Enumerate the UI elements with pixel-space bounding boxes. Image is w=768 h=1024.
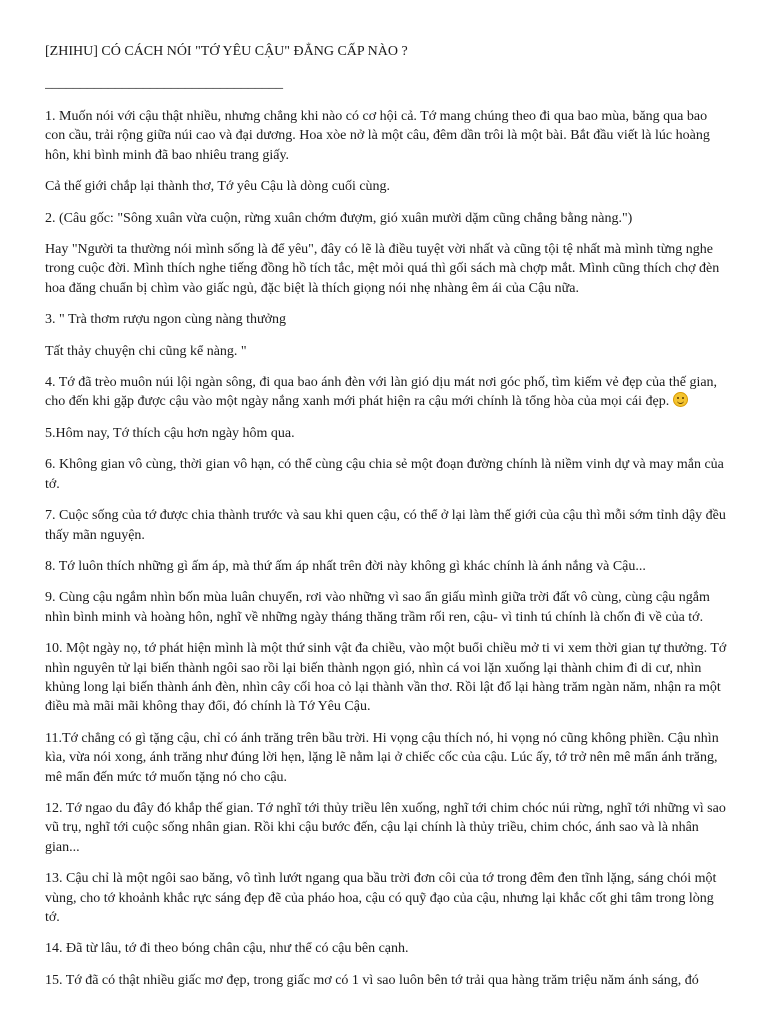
- paragraph-3: 3. " Trà thơm rượu ngon cùng nàng thưởng: [45, 312, 287, 328]
- paragraph-14: 14. Đã từ lâu, tớ đi theo bóng chân cậu, như thể có cậu bên cạnh.: [45, 941, 409, 957]
- paragraph-8: 8. Tớ luôn thích những gì ấm áp, mà thứ ấm áp nhất trên đời này không gì khác chính là ánh nắng và Cậu...: [45, 558, 646, 574]
- paragraph-5: 5.Hôm nay, Tớ thích cậu hơn ngày hôm qua.: [45, 425, 295, 441]
- paragraph-2: 2. (Câu gốc: "Sông xuân vừa cuộn, rừng xuân chớm đượm, gió xuân mười dặm cũng chẳng bằng nàng."): [45, 210, 633, 226]
- paragraph-4-text: 4. Tớ đã trèo muôn núi lội ngàn sông, đi qua bao ánh đèn với làn gió dịu mát nơi góc phố, tìm kiếm vẻ đẹp của thế gian, cho đến khi gặp được cậu vào một ngày nắng xanh mới phát hiện ra cậu mới chính là tổng hòa của mọi cái đẹp.: [45, 375, 718, 410]
- paragraph-1: 1. Muốn nói với cậu thật nhiều, nhưng chẳng khi nào có cơ hội cả. Tớ mang chúng theo đi qua bao mùa, băng qua bao con cầu, trải rộng giữa núi cao và đại dương. Hoa xòe nở là một câu, đêm dần trôi là một bài. Bắt đầu viết là lúc hoàng hôn, khi bình minh đã bao nhiêu trang giấy.: [45, 109, 710, 163]
- paragraph-4: [45, 373, 727, 412]
- document-title: [ZHIHU] CÓ CÁCH NÓI "TỚ YÊU CẬU" ĐẲNG CẤP NÀO ?: [45, 44, 408, 59]
- paragraph-10: 10. Một ngày nọ, tớ phát hiện mình là một thứ sinh vật đa chiều, vào một buổi chiều mở ti vi xem thời gian tự thưởng. Tớ nhìn nguyên tử lại biến thành ngôi sao rồi lại biến thành ngọn gió, nhìn cá voi lặn xuống lại thành chim đi di cư, nhìn khủng long lại biến thành ánh đèn, nhìn cây cối hoa cỏ lại thành vần thơ. Rồi lật đổ lại hàng trăm ngàn năm, nhận ra một điều mà mãi mãi không thay đổi, đó chính là Tớ Yêu Cậu.: [45, 641, 727, 715]
- paragraph-11: 11.Tớ chẳng có gì tặng cậu, chỉ có ánh trăng trên bầu trời. Hi vọng cậu thích nó, hi vọng nó cũng không phiền. Cậu nhìn kìa, vừa nói xong, ánh trăng như đúng lời hẹn, lặng lẽ nằm lại ở chiếc cốc của cậu. Lúc ấy, tớ trở nên mê mẩn ánh trăng, mê mẩn đến mức tớ muốn tặng nó cho cậu.: [45, 730, 719, 785]
- title-underline: __________________________________: [45, 76, 283, 91]
- paragraph-1-closing: Cả thế giới chắp lại thành thơ, Tớ yêu Cậu là dòng cuối cùng.: [45, 179, 391, 195]
- paragraph-2-continued: Hay "Người ta thường nói mình sống là để yêu", đây có lẽ là điều tuyệt vời nhất và cũng tội tệ nhất mà mình từng nghe trong cuộc đời. Mình thích nghe tiếng đồng hồ tích tắc, mệt mỏi quá thì gối sách mà chợp mắt. Mình cũng thích chợ đèn hoa đăng chuẩn bị chìm vào giấc ngủ, đặc biệt là thích giọng nói nhẹ nhàng êm ái của Cậu nữa.: [45, 242, 720, 296]
- paragraph-3-continued: Tất thảy chuyện chi cũng kể nàng. ": [45, 343, 247, 359]
- paragraph-12: 12. Tớ ngao du đây đó khắp thế gian. Tớ nghĩ tới thủy triều lên xuống, nghĩ tới chim chóc núi rừng, nghĩ tới những vì sao vũ trụ, nghĩ tới cuộc sống nhân gian. Rồi khi cậu bước đến, cậu lại chính là thủy triều, chim chóc, ánh sao và là nhân gian...: [45, 800, 726, 855]
- smiling-face-icon: [673, 392, 688, 407]
- paragraph-15: 15. Tớ đã có thật nhiều giấc mơ đẹp, trong giấc mơ có 1 vì sao luôn bên tớ trải qua hàng trăm triệu năm ánh sáng, đó: [45, 972, 699, 988]
- paragraph-13: 13. Cậu chỉ là một ngôi sao băng, vô tình lướt ngang qua bầu trời đơn côi của tớ trong đêm đen tĩnh lặng, sáng chói một vùng, cho tớ khoảnh khắc rực sáng đẹp đẽ của pháo hoa, cậu có quỹ đạo của cậu, nhưng lại khắc cốt ghi tâm trong lòng tớ.: [45, 871, 717, 925]
- paragraph-9: 9. Cùng cậu ngắm nhìn bốn mùa luân chuyển, rơi vào những vì sao ẩn giấu mình giữa trời đất vô cùng, cùng cậu ngắm nhìn bình minh và hoàng hôn, nghĩ về những ngày tháng thăng trầm rối ren, cậu- vì tinh tú chính là chốn đi về của tớ.: [45, 590, 710, 625]
- paragraph-6: 6. Không gian vô cùng, thời gian vô hạn, có thể cùng cậu chia sẻ một đoạn đường chính là niềm vinh dự và may mắn của tớ.: [45, 457, 724, 492]
- paragraph-7: 7. Cuộc sống của tớ được chia thành trước và sau khi quen cậu, có thể ở lại làm thế giới của cậu thì mỗi sớm tỉnh dậy đều thấy mãn nguyện.: [45, 508, 726, 543]
- document-page: [45, 42, 727, 1002]
